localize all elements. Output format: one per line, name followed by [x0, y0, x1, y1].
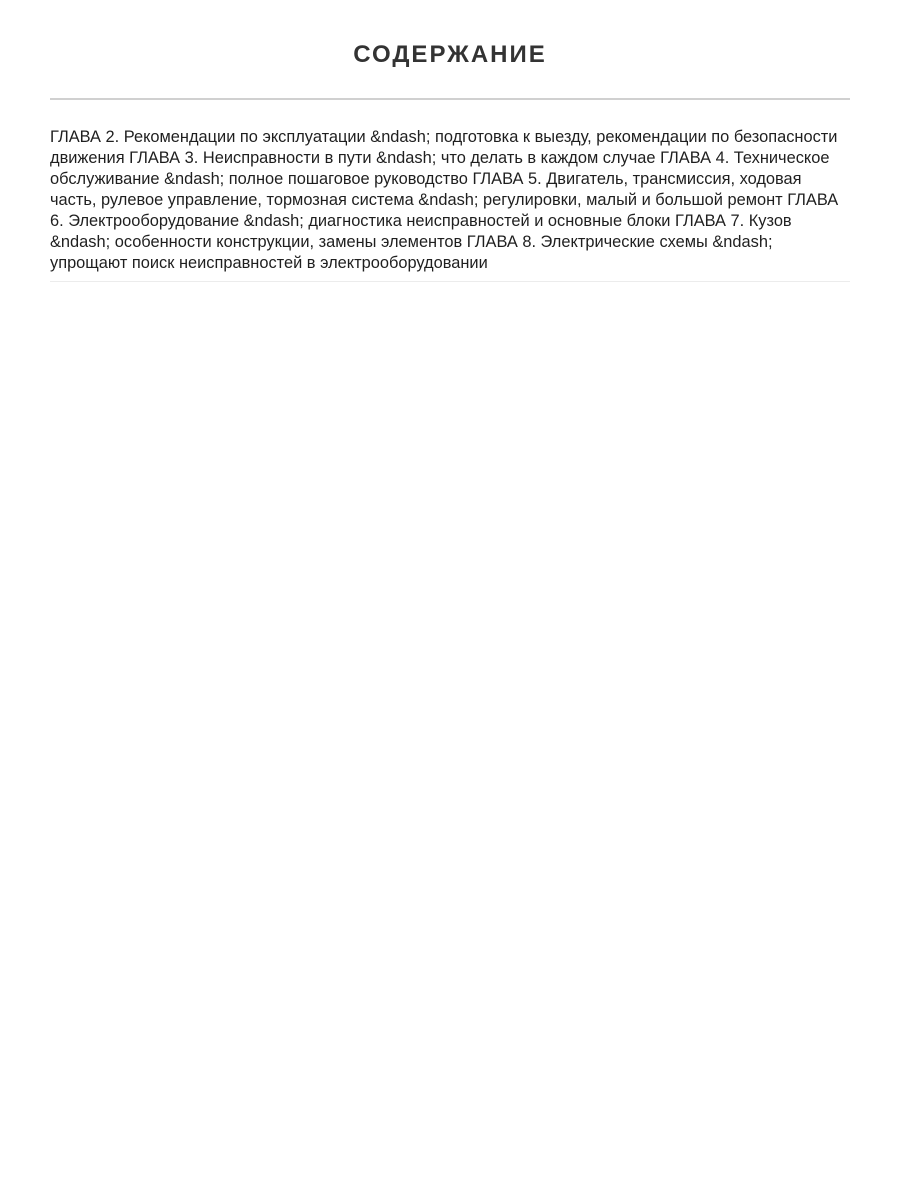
page-title: СОДЕРЖАНИЕ: [353, 41, 547, 68]
title-divider: [50, 98, 850, 100]
contents-text: ГЛАВА 2. Рекомендации по эксплуатации &ndash; подготовка к выезду, рекомендации по безопасности движения ГЛАВА 3. Неисправности в пути &ndash; что делать в каждом случае ГЛАВА 4. Техническое обслуживание &ndash; полное пошаговое руководство ГЛАВА 5. Двигатель, трансмиссия, ходовая часть, рулевое управление, тормозная система &ndash; регулировки, малый и большой ремонт ГЛАВА 6. Электрооборудование &ndash; диагностика неисправностей и основные блоки ГЛАВА 7. Кузов &ndash; особенности конструкции, замены элементов ГЛАВА 8. Электрические схемы &ndash; упрощают поиск неисправностей в электрооборудовании: [50, 127, 850, 282]
document-page: [50, 0, 850, 282]
